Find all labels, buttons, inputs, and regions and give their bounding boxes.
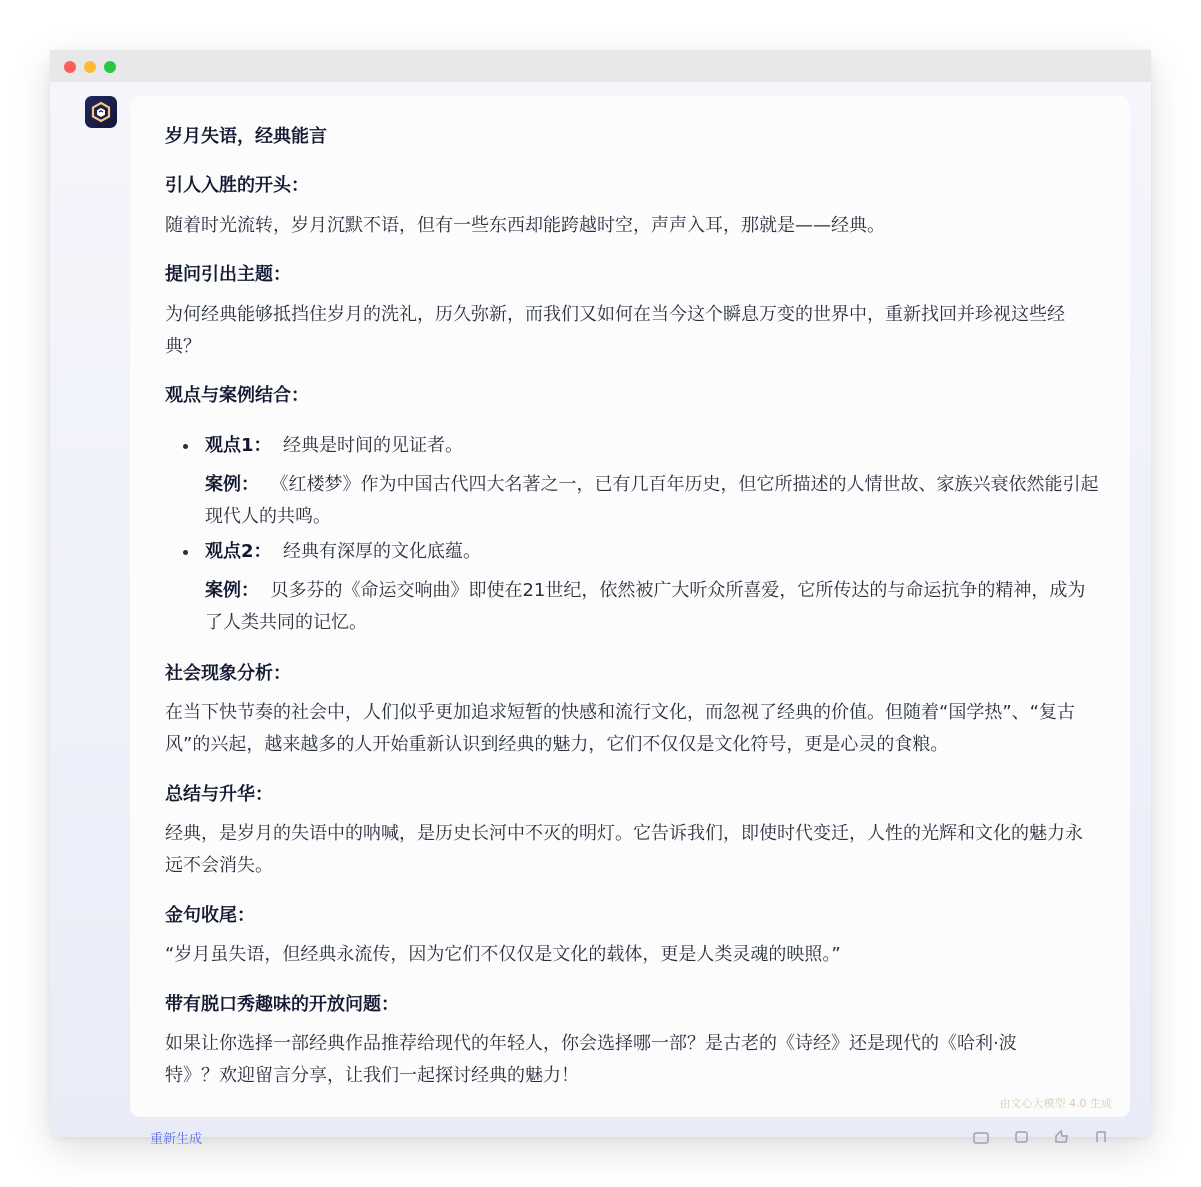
regenerate-button[interactable]: 重新生成 <box>150 1132 203 1147</box>
bot-avatar-icon <box>85 96 117 128</box>
section-text-question-open: 如果让你选择一部经典作品推荐给现代的年轻人，你会选择哪一部？是古老的《诗经》还是现代的《哈利·波特》？欢迎留言分享，让我们一起探讨经典的魅力！ <box>165 1033 1017 1086</box>
bullet-icon <box>183 550 188 555</box>
feedback-icon[interactable] <box>972 1130 990 1142</box>
message-card <box>130 96 1130 1117</box>
copy-icon[interactable] <box>1012 1130 1030 1142</box>
minimize-window-button[interactable] <box>84 61 96 73</box>
section-heading-opening: 引人入胜的开头： <box>165 175 309 196</box>
section-heading-quote: 金句收尾： <box>165 905 255 926</box>
model-watermark: 由文心大模型 4.0 生成 <box>999 1097 1112 1110</box>
point-label: 观点2： <box>205 541 272 562</box>
section-heading-points: 观点与案例结合： <box>165 385 309 406</box>
section-text-quote: “岁月虽失语，但经典永流传，因为它们不仅仅是文化的载体，更是人类灵魂的映照。” <box>165 944 841 965</box>
section-heading-social: 社会现象分析： <box>165 663 291 684</box>
point-text: 经典是时间的见证者。 <box>282 435 463 456</box>
section-text-question: 为何经典能够抵挡住岁月的洗礼，历久弥新，而我们又如何在当今这个瞬息万变的世界中，重新找回并珍视这些经典？ <box>165 304 1065 357</box>
section-text-opening: 随着时光流转，岁月沉默不语，但有一些东西却能跨越时空，声声入耳，那就是——经典。 <box>165 215 885 236</box>
section-heading-question: 提问引出主题： <box>165 264 291 285</box>
app-window <box>50 50 1151 1147</box>
case-text: 贝多芬的《命运交响曲》即使在21世纪，依然被广大听众所喜爱，它所传达的与命运抗争的精神，成为了人类共同的记忆。 <box>205 580 1086 633</box>
share-icon[interactable] <box>1092 1130 1110 1142</box>
section-text-summary: 经典，是岁月的失语中的呐喊，是历史长河中不灭的明灯。它告诉我们，即使时代变迁，人性的光辉和文化的魅力永远不会消失。 <box>165 823 1083 876</box>
title-bar <box>50 50 1151 82</box>
section-text-social: 在当下快节奏的社会中，人们似乎更加追求短暂的快感和流行文化，而忽视了经典的价值。但随着“国学热”、“复古风”的兴起，越来越多的人开始重新认识到经典的魅力，它们不仅仅是文化符号，更是心灵的食粮。 <box>165 702 1075 755</box>
bullet-icon <box>183 444 188 449</box>
message-title: 岁月失语，经典能言 <box>165 126 327 147</box>
case-paragraph <box>205 469 1100 533</box>
thumbs-up-icon[interactable] <box>1052 1130 1070 1142</box>
section-heading-question-open: 带有脱口秀趣味的开放问题： <box>165 994 399 1015</box>
close-window-button[interactable] <box>64 61 76 73</box>
point-label: 观点1： <box>205 435 272 456</box>
case-label: 案例： <box>205 474 259 495</box>
maximize-window-button[interactable] <box>104 61 116 73</box>
point-text: 经典有深厚的文化底蕴。 <box>282 541 481 562</box>
case-paragraph <box>205 575 1100 639</box>
case-text: 《红楼梦》作为中国古代四大名著之一，已有几百年历史，但它所描述的人情世故、家族兴衰依然能引起现代人的共鸣。 <box>205 474 1099 527</box>
section-heading-summary: 总结与升华： <box>165 784 273 805</box>
case-label: 案例： <box>205 580 259 601</box>
